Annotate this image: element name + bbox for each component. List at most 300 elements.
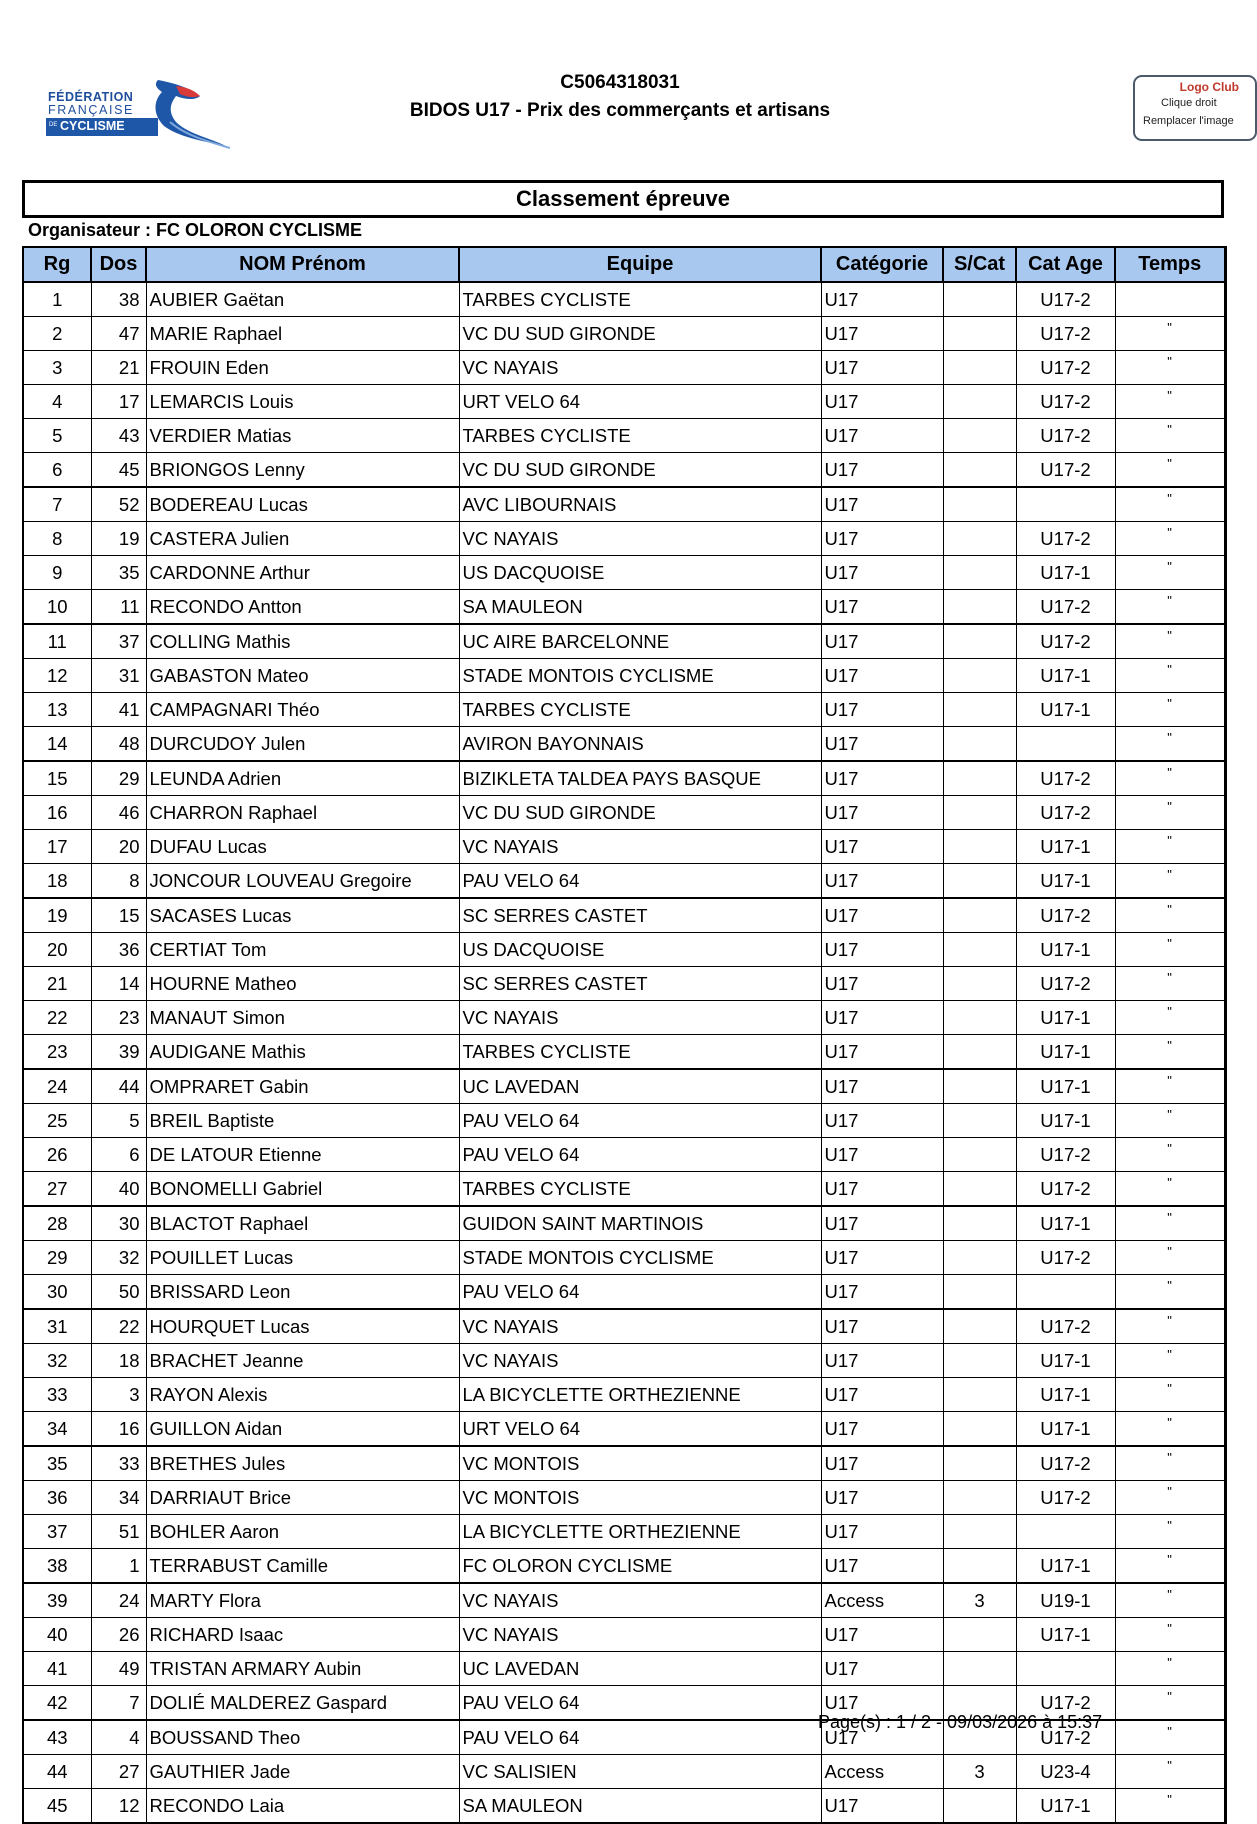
cell-time: " [1115,1686,1225,1721]
cell-rank: 44 [23,1755,91,1789]
cell-category: U17 [821,522,943,556]
cell-time: " [1115,1378,1225,1412]
table-row[interactable] [23,282,1225,317]
cell-rank: 21 [23,967,91,1001]
cell-team: GUIDON SAINT MARTINOIS [459,1206,821,1241]
cell-time: " [1115,1206,1225,1241]
cell-team: AVIRON BAYONNAIS [459,727,821,762]
cell-subcategory: 3 [943,1583,1016,1618]
cell-subcategory [943,1378,1016,1412]
cell-team: AVC LIBOURNAIS [459,487,821,522]
cell-age-category: U17-1 [1016,1618,1115,1652]
cell-bib: 39 [91,1035,146,1070]
cell-rank: 23 [23,1035,91,1070]
results-table [22,246,1227,1824]
event-code: C5064318031 [560,72,680,93]
cell-age-category: U17-1 [1016,1344,1115,1378]
cell-category: U17 [821,933,943,967]
cell-team: VC SALISIEN [459,1755,821,1789]
cell-subcategory [943,1515,1016,1549]
cell-bib: 32 [91,1241,146,1275]
cell-rank: 41 [23,1652,91,1686]
cell-time: " [1115,1241,1225,1275]
cell-rank: 34 [23,1412,91,1447]
cell-subcategory [943,1618,1016,1652]
table-row[interactable] [23,1001,1225,1035]
cell-category: U17 [821,1001,943,1035]
cell-category: U17 [821,1275,943,1310]
cell-time: " [1115,693,1225,727]
table-row[interactable] [23,864,1225,899]
cell-subcategory: 3 [943,1755,1016,1789]
cell-team: TARBES CYCLISTE [459,282,821,317]
cell-subcategory [943,933,1016,967]
cell-name: HOURNE Matheo [146,967,459,1001]
cell-time: " [1115,830,1225,864]
cell-rank: 39 [23,1583,91,1618]
cell-rank: 26 [23,1138,91,1172]
cell-rank: 14 [23,727,91,762]
cell-age-category: U17-1 [1016,1001,1115,1035]
cell-rank: 28 [23,1206,91,1241]
cell-age-category: U17-2 [1016,1481,1115,1515]
cell-team: VC NAYAIS [459,522,821,556]
cell-subcategory [943,1481,1016,1515]
cell-rank: 25 [23,1104,91,1138]
cell-bib: 38 [91,282,146,317]
table-row[interactable] [23,761,1225,796]
cell-age-category: U17-1 [1016,1789,1115,1824]
cell-category: U17 [821,1378,943,1412]
cell-rank: 16 [23,796,91,830]
column-header-time[interactable]: Temps [1115,247,1225,282]
cell-bib: 7 [91,1686,146,1721]
table-row[interactable] [23,1583,1225,1618]
cell-category: U17 [821,317,943,351]
cell-rank: 5 [23,419,91,453]
cell-subcategory [943,1446,1016,1481]
event-title: BIDOS U17 - Prix des commerçants et artisans [409,100,831,121]
cell-name: BLACTOT Raphael [146,1206,459,1241]
cell-bib: 5 [91,1104,146,1138]
cell-age-category: U17-2 [1016,1720,1115,1755]
cell-bib: 35 [91,556,146,590]
cell-subcategory [943,1549,1016,1584]
cell-category: U17 [821,1618,943,1652]
cell-category: U17 [821,1720,943,1755]
column-header-category[interactable]: Catégorie [821,247,943,282]
table-row[interactable] [23,1481,1225,1515]
cell-rank: 45 [23,1789,91,1824]
cell-age-category: U17-2 [1016,419,1115,453]
cell-bib: 14 [91,967,146,1001]
cell-rank: 13 [23,693,91,727]
cell-team: VC NAYAIS [459,1618,821,1652]
cell-name: BRIONGOS Lenny [146,453,459,488]
table-row[interactable] [23,522,1225,556]
club-logo-frame [1133,75,1257,141]
cell-team: VC MONTOIS [459,1481,821,1515]
cell-subcategory [943,624,1016,659]
cell-age-category: U17-1 [1016,1412,1115,1447]
cell-name: DE LATOUR Etienne [146,1138,459,1172]
cell-category: U17 [821,487,943,522]
cell-bib: 43 [91,419,146,453]
cell-rank: 7 [23,487,91,522]
cell-bib: 47 [91,317,146,351]
cell-time: " [1115,1481,1225,1515]
cell-rank: 9 [23,556,91,590]
table-header-row [23,247,1225,282]
logo-text-de: DE [49,122,58,128]
cell-time: " [1115,1275,1225,1310]
cell-name: DOLIÉ MALDEREZ Gaspard [146,1686,459,1721]
cell-team: URT VELO 64 [459,385,821,419]
cell-category: U17 [821,1138,943,1172]
cell-time: " [1115,1069,1225,1104]
cell-team: US DACQUOISE [459,556,821,590]
cell-subcategory [943,487,1016,522]
cell-bib: 21 [91,351,146,385]
cell-bib: 4 [91,1720,146,1755]
cell-name: VERDIER Matias [146,419,459,453]
cell-name: BRACHET Jeanne [146,1344,459,1378]
cell-bib: 51 [91,1515,146,1549]
logo-text-cyclisme: CYCLISME [60,119,125,133]
table-row[interactable] [23,1275,1225,1310]
cell-team: TARBES CYCLISTE [459,693,821,727]
cell-age-category [1016,727,1115,762]
cell-team: VC NAYAIS [459,1309,821,1344]
cell-name: BREIL Baptiste [146,1104,459,1138]
cell-bib: 45 [91,453,146,488]
cell-category: U17 [821,1104,943,1138]
cell-bib: 49 [91,1652,146,1686]
cell-bib: 44 [91,1069,146,1104]
cell-team: VC NAYAIS [459,830,821,864]
column-header-rank[interactable]: Rg [23,247,91,282]
cell-name: DUFAU Lucas [146,830,459,864]
cell-name: CERTIAT Tom [146,933,459,967]
cell-team: VC DU SUD GIRONDE [459,453,821,488]
table-row[interactable] [23,933,1225,967]
cell-time: " [1115,933,1225,967]
cell-rank: 4 [23,385,91,419]
cell-rank: 27 [23,1172,91,1207]
cell-category: U17 [821,727,943,762]
table-row[interactable] [23,1789,1225,1824]
table-row[interactable] [23,727,1225,762]
cell-subcategory [943,796,1016,830]
table-row[interactable] [23,1069,1225,1104]
table-row[interactable] [23,1755,1225,1789]
cell-rank: 29 [23,1241,91,1275]
column-header-bib[interactable]: Dos [91,247,146,282]
cell-category: U17 [821,624,943,659]
cell-name: RICHARD Isaac [146,1618,459,1652]
column-header-name[interactable]: NOM Prénom [146,247,459,282]
cell-name: MARTY Flora [146,1583,459,1618]
cell-bib: 19 [91,522,146,556]
cell-time: " [1115,967,1225,1001]
table-row[interactable] [23,1378,1225,1412]
cell-subcategory [943,1652,1016,1686]
cell-bib: 27 [91,1755,146,1789]
cell-team: UC LAVEDAN [459,1069,821,1104]
cell-subcategory [943,1309,1016,1344]
cell-subcategory [943,1412,1016,1447]
cell-bib: 41 [91,693,146,727]
cell-category: U17 [821,1069,943,1104]
cell-age-category: U17-2 [1016,1309,1115,1344]
cell-age-category: U17-1 [1016,1206,1115,1241]
cell-bib: 8 [91,864,146,899]
table-row[interactable] [23,1104,1225,1138]
cell-time: " [1115,1789,1225,1824]
club-logo-placeholder[interactable] [1130,70,1239,144]
cell-bib: 24 [91,1583,146,1618]
cell-rank: 2 [23,317,91,351]
cell-category: U17 [821,590,943,625]
cell-bib: 31 [91,659,146,693]
cell-name: CASTERA Julien [146,522,459,556]
cell-team: VC NAYAIS [459,1583,821,1618]
cell-team: SC SERRES CASTET [459,967,821,1001]
cell-name: AUDIGANE Mathis [146,1035,459,1070]
table-row[interactable] [23,1652,1225,1686]
cell-age-category: U17-1 [1016,693,1115,727]
cell-name: MARIE Raphael [146,317,459,351]
cell-age-category [1016,487,1115,522]
cell-category: U17 [821,1241,943,1275]
cell-subcategory [943,1001,1016,1035]
cell-rank: 12 [23,659,91,693]
cell-category: U17 [821,796,943,830]
table-row[interactable] [23,1446,1225,1481]
cell-time: " [1115,590,1225,625]
cell-subcategory [943,1035,1016,1070]
cell-bib: 3 [91,1378,146,1412]
cell-rank: 36 [23,1481,91,1515]
cell-subcategory [943,1275,1016,1310]
cell-category: U17 [821,898,943,933]
logo-text-francaise: FRANÇAISE [48,103,134,117]
cell-time: " [1115,1618,1225,1652]
cell-subcategory [943,556,1016,590]
table-row[interactable] [23,796,1225,830]
cell-subcategory [943,1104,1016,1138]
table-row[interactable] [23,898,1225,933]
cell-team: SC SERRES CASTET [459,898,821,933]
cell-time: " [1115,556,1225,590]
table-row[interactable] [23,624,1225,659]
cell-name: RECONDO Antton [146,590,459,625]
cell-name: FROUIN Eden [146,351,459,385]
cell-rank: 18 [23,864,91,899]
cell-name: TERRABUST Camille [146,1549,459,1584]
cell-rank: 3 [23,351,91,385]
table-row[interactable] [23,693,1225,727]
cell-category: U17 [821,1344,943,1378]
cell-bib: 37 [91,624,146,659]
cell-category: Access [821,1755,943,1789]
table-row[interactable] [23,1412,1225,1447]
cell-rank: 6 [23,453,91,488]
cell-subcategory [943,1206,1016,1241]
cell-category: U17 [821,1686,943,1721]
table-row[interactable] [23,453,1225,488]
cell-subcategory [943,385,1016,419]
cell-age-category: U17-1 [1016,933,1115,967]
cell-category: U17 [821,761,943,796]
cell-team: PAU VELO 64 [459,864,821,899]
organizer-label: Organisateur : FC OLORON CYCLISME [28,220,363,240]
cell-team: STADE MONTOIS CYCLISME [459,659,821,693]
cell-name: GAUTHIER Jade [146,1755,459,1789]
cell-name: CHARRON Raphael [146,796,459,830]
cell-age-category: U17-1 [1016,1104,1115,1138]
cell-time: " [1115,1104,1225,1138]
cell-category: U17 [821,1412,943,1447]
column-header-subcategory[interactable]: S/Cat [943,247,1016,282]
cell-category: U17 [821,1549,943,1584]
cell-age-category: U17-2 [1016,796,1115,830]
cell-time: " [1115,1583,1225,1618]
cell-category: U17 [821,419,943,453]
cell-bib: 12 [91,1789,146,1824]
cell-category: U17 [821,1172,943,1207]
cell-rank: 1 [23,282,91,317]
cell-bib: 50 [91,1275,146,1310]
cell-rank: 11 [23,624,91,659]
table-row[interactable] [23,659,1225,693]
cell-subcategory [943,317,1016,351]
cell-time: " [1115,453,1225,488]
table-row[interactable] [23,830,1225,864]
cell-subcategory [943,693,1016,727]
cell-rank: 31 [23,1309,91,1344]
cell-name: RAYON Alexis [146,1378,459,1412]
table-row[interactable] [23,967,1225,1001]
cell-time: " [1115,1412,1225,1447]
table-row[interactable] [23,1172,1225,1207]
cell-bib: 30 [91,1206,146,1241]
cell-category: U17 [821,830,943,864]
cell-age-category: U17-2 [1016,761,1115,796]
table-row[interactable] [23,1515,1225,1549]
table-row[interactable] [23,1138,1225,1172]
cell-age-category: U17-2 [1016,898,1115,933]
table-row[interactable] [23,385,1225,419]
cell-subcategory [943,967,1016,1001]
cell-team: LA BICYCLETTE ORTHEZIENNE [459,1378,821,1412]
club-logo-hint2: Remplacer l'image [1143,115,1234,127]
results-body [23,282,1225,1823]
table-row[interactable] [23,1549,1225,1584]
cell-category: U17 [821,1309,943,1344]
cell-name: HOURQUET Lucas [146,1309,459,1344]
cell-name: RECONDO Laia [146,1789,459,1824]
cell-name: BONOMELLI Gabriel [146,1172,459,1207]
cell-category: U17 [821,282,943,317]
cell-team: VC DU SUD GIRONDE [459,796,821,830]
cell-name: DARRIAUT Brice [146,1481,459,1515]
cell-subcategory [943,864,1016,899]
table-row[interactable] [23,1241,1225,1275]
table-row[interactable] [23,1035,1225,1070]
cell-bib: 36 [91,933,146,967]
table-row[interactable] [23,556,1225,590]
table-row[interactable] [23,1618,1225,1652]
table-row[interactable] [23,419,1225,453]
cell-rank: 30 [23,1275,91,1310]
cell-age-category: U17-2 [1016,1686,1115,1721]
cell-subcategory [943,830,1016,864]
column-header-team[interactable]: Equipe [459,247,821,282]
cell-rank: 42 [23,1686,91,1721]
club-logo-hint: Clique droit [1161,97,1217,109]
cell-time: " [1115,1446,1225,1481]
cell-age-category: U17-2 [1016,1446,1115,1481]
cell-rank: 40 [23,1618,91,1652]
cell-team: PAU VELO 64 [459,1275,821,1310]
cell-subcategory [943,1789,1016,1824]
cell-category: U17 [821,1481,943,1515]
cell-age-category: U17-1 [1016,1069,1115,1104]
cell-team: US DACQUOISE [459,933,821,967]
table-row[interactable] [23,1206,1225,1241]
page-footer: Page(s) : 1 / 2 - 09/03/2026 à 15:37 [818,1712,1103,1732]
table-row[interactable] [23,317,1225,351]
table-row[interactable] [23,1309,1225,1344]
cell-category: U17 [821,1652,943,1686]
cell-bib: 46 [91,796,146,830]
cell-age-category: U17-2 [1016,317,1115,351]
cell-age-category: U23-4 [1016,1755,1115,1789]
table-row[interactable] [23,487,1225,522]
cell-rank: 22 [23,1001,91,1035]
cell-name: BRETHES Jules [146,1446,459,1481]
cell-team: LA BICYCLETTE ORTHEZIENNE [459,1515,821,1549]
cell-age-category: U17-1 [1016,556,1115,590]
cell-rank: 35 [23,1446,91,1481]
table-row[interactable] [23,1344,1225,1378]
cell-category: U17 [821,693,943,727]
cell-age-category: U17-2 [1016,522,1115,556]
cell-bib: 23 [91,1001,146,1035]
cell-category: U17 [821,967,943,1001]
cell-age-category: U17-2 [1016,282,1115,317]
cell-team: STADE MONTOIS CYCLISME [459,1241,821,1275]
cell-team: VC MONTOIS [459,1446,821,1481]
cell-time: " [1115,351,1225,385]
table-row[interactable] [23,351,1225,385]
cell-time: " [1115,659,1225,693]
cell-time: " [1115,624,1225,659]
cell-team: TARBES CYCLISTE [459,1035,821,1070]
cell-category: U17 [821,1206,943,1241]
cell-bib: 16 [91,1412,146,1447]
cell-subcategory [943,419,1016,453]
column-header-age-category[interactable]: Cat Age [1016,247,1115,282]
cell-name: CARDONNE Arthur [146,556,459,590]
cell-name: DURCUDOY Julen [146,727,459,762]
cell-bib: 33 [91,1446,146,1481]
cell-age-category: U17-2 [1016,1138,1115,1172]
cell-subcategory [943,1241,1016,1275]
table-row[interactable] [23,590,1225,625]
cell-team: VC NAYAIS [459,1344,821,1378]
